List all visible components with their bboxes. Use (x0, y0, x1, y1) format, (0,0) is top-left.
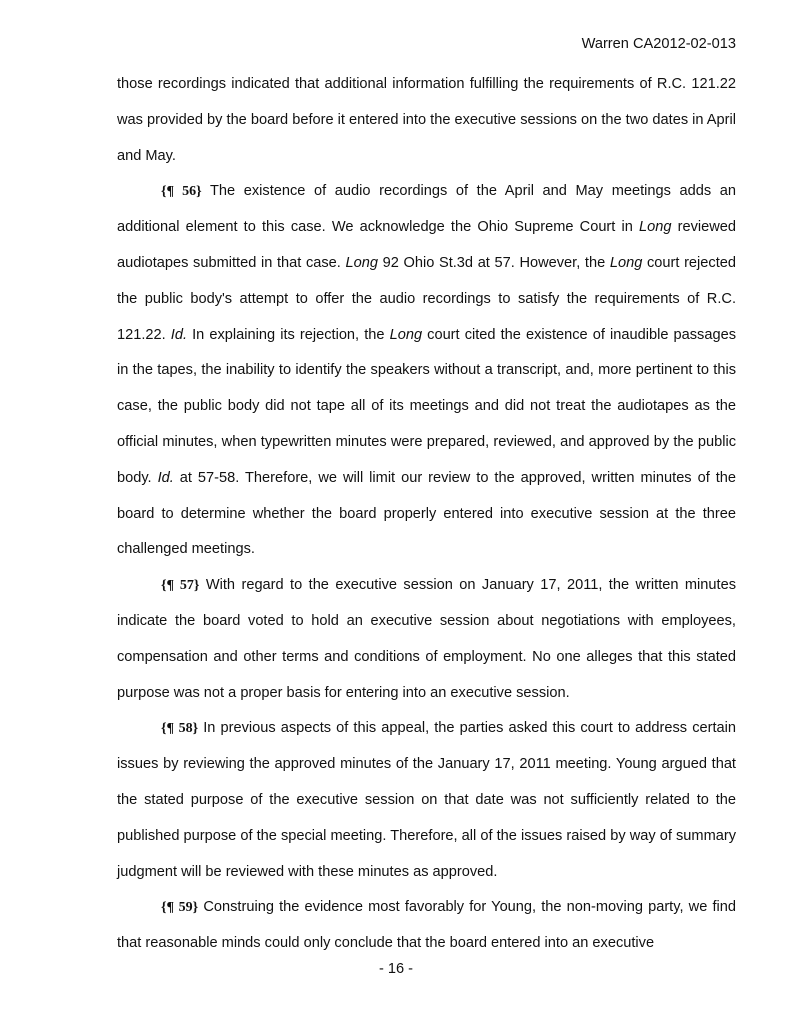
text-segment: In previous aspects of this appeal, the parties asked this court to address certain issues by reviewing the approved minutes of the January 17, 2011 meeting. Young argued that the stated purpose of the executive session on that date was not sufficiently related to the published purpose of the special meeting. Therefore, all of the issues raised by way of summary judgment will be reviewed with these minutes as approved. (117, 720, 736, 880)
text-segment: at 57-58. Therefore, we will limit our review to the approved, written minutes of the board to determine whether the board properly entered into executive session at the three challenged meetings. (117, 469, 737, 558)
paragraph-continuation (117, 67, 736, 174)
case-citation: Long (345, 254, 378, 271)
text-segment: With regard to the executive session on January 17, 2011, the written minutes indicate the board voted to hold an executive session about negotiations with employees, compensation and other terms and conditions of employment. No one alleges that this stated purpose was not a proper basis for entering into an executive session. (117, 577, 737, 701)
case-citation: Long (638, 219, 672, 236)
paragraph-56 (117, 174, 736, 568)
case-citation: Long (609, 254, 643, 271)
paragraph-57 (117, 568, 736, 711)
paragraph-58 (117, 711, 736, 890)
text-segment: those recordings indicated that additional information fulfilling the requirements of R.C. 121.22 was provided by the board before it entered into the executive sessions on the two dates in April and May. (117, 76, 736, 164)
text-segment: reviewed audiotapes submitted in that case. (117, 219, 736, 271)
text-segment: court rejected the public body's attempt to offer the audio recordings to satisfy the requirements of R.C. 121.22. (117, 254, 736, 343)
paragraph-number: {¶ 59} (161, 900, 199, 916)
case-number-header: Warren CA2012-02-013 (581, 36, 736, 52)
paragraph-59 (117, 890, 736, 962)
text-segment: court cited the existence of inaudible passages in the tapes, the inability to identify the speakers without a transcript, and, more pertinent to this case, the public body did not tape all of its meetings and did not treat the audiotapes as the official minutes, when typewritten minutes were prepared, reviewed, and approved by the public body. (117, 326, 736, 486)
opinion-body (117, 67, 736, 962)
text-segment: 92 Ohio St.3d at 57. However, the (377, 254, 610, 271)
paragraph-number: {¶ 58} (161, 721, 199, 737)
paragraph-number: {¶ 57} (161, 578, 200, 594)
paragraph-number: {¶ 56} (161, 184, 202, 200)
page-number: - 16 - (378, 961, 414, 977)
case-citation: Long (389, 326, 423, 343)
text-segment: The existence of audio recordings of the April and May meetings adds an additional element to this case. We acknowledge the Ohio Supreme Court in (117, 183, 737, 236)
text-segment: In explaining its rejection, the (187, 326, 390, 343)
text-segment: Construing the evidence most favorably for Young, the non-moving party, we find that reasonable minds could only conclude that the board entered into an executive (117, 899, 736, 952)
id-citation: Id. (157, 469, 174, 486)
id-citation: Id. (170, 326, 188, 343)
